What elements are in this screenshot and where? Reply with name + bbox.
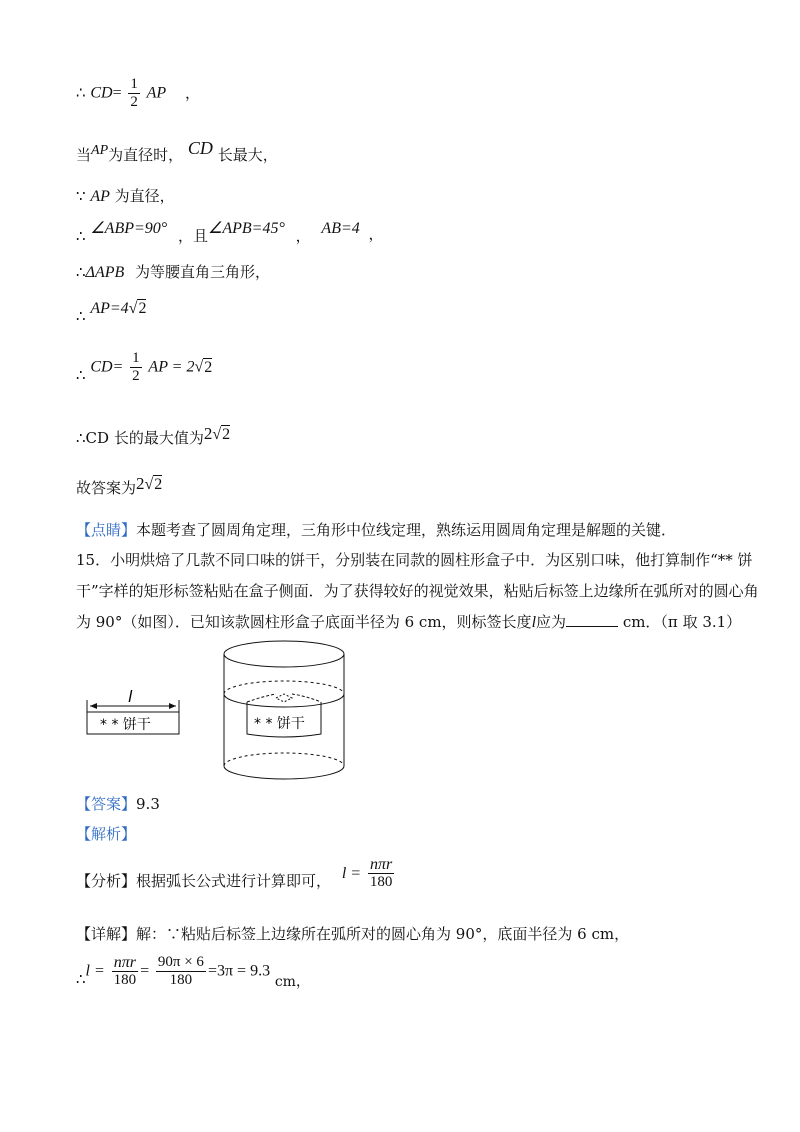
text: 为直径， (114, 187, 175, 205)
frac-num: 1 (132, 350, 140, 366)
jiexi-line (76, 824, 136, 844)
xiangjie-text: 解：∵粘贴后标签上边缘所在弧所对的圆心角为 90°，底面半径为 6 cm， (136, 925, 630, 943)
text: 为等腰直角三角形， (135, 263, 271, 281)
radicand: 2 (138, 300, 147, 317)
sqrt: √2 (212, 426, 231, 443)
label-diagram (87, 687, 179, 734)
fraction-half (130, 350, 142, 385)
math-l-eq: l = (341, 864, 362, 882)
line-ap-value (76, 298, 147, 325)
label-length-l: l (128, 687, 133, 706)
line-cd-half-ap (76, 76, 200, 111)
math-ap: AP (90, 188, 110, 205)
line-cd-value (76, 350, 212, 385)
xiangjie-line (76, 924, 629, 944)
math-cd: CD (187, 138, 213, 158)
text: ∴CD 长的最大值为 (76, 429, 204, 447)
math-ap: AP (91, 143, 109, 158)
fenxi-text: 根据弧长公式进行计算即可， (136, 871, 332, 890)
line-angles (76, 218, 384, 245)
text: 应为 (536, 613, 567, 631)
frac-den: 2 (132, 368, 140, 384)
xiangjie-tag: 【详解】 (76, 925, 137, 943)
answer-tag: 【答案】 (76, 795, 137, 813)
comma: ， (184, 83, 200, 102)
result: =3π = 9.3 (207, 962, 271, 980)
therefore-symbol: ∴ (76, 307, 86, 325)
frac-den: 2 (130, 94, 138, 110)
fenxi-line (76, 856, 396, 891)
math-angle-abp: ∠ABP=90° (90, 220, 168, 237)
sqrt: √2 (194, 358, 213, 376)
frac-num: nπr (368, 856, 395, 874)
frac-num: nπr (112, 954, 139, 972)
cylinder-diagram (224, 641, 344, 779)
text: ，且 (177, 227, 208, 245)
text: ， (295, 227, 311, 245)
math-l: l (531, 614, 537, 631)
problem15-figure (0, 636, 800, 796)
text: 长最大， (217, 146, 278, 164)
line-isosceles (76, 262, 270, 283)
text: 为 90°（如图）．已知该款圆柱形盒子底面半径为 6 cm，则标签长度 (76, 613, 532, 631)
line-final-answer (76, 474, 162, 495)
frac-num: 90π × 6 (157, 954, 204, 970)
math-ap-eq: AP = 2 (148, 358, 195, 376)
jiexi-tag: 【解析】 (76, 825, 137, 843)
radicand: 2 (204, 358, 213, 376)
cylinder-label-text: * * 饼干 (254, 716, 305, 732)
because-symbol: ∵ (76, 187, 86, 205)
sqrt: √2 (128, 300, 147, 317)
text: 故答案为 (76, 479, 137, 497)
dianjing-tag: 【点睛】 (76, 521, 137, 539)
math-angle-apb: ∠APB=45° (207, 220, 285, 237)
answer-line (76, 794, 160, 814)
unit: cm， (274, 973, 310, 990)
math-ap: AP (146, 84, 167, 102)
therefore-symbol: ∴ (76, 227, 86, 245)
math-ap-eq: AP=4 (90, 300, 129, 317)
line-cd-max (76, 424, 230, 445)
therefore-symbol: ∴ (76, 365, 86, 384)
sqrt: √2 (144, 476, 163, 493)
eq-sign: = (112, 84, 122, 102)
therefore-symbol: ∴ (76, 83, 86, 102)
frac-den: 180 (169, 972, 193, 988)
problem15-line-c (76, 612, 741, 633)
therefore-symbol: ∴ (76, 263, 86, 281)
fraction-half (128, 76, 140, 111)
radicand: 2 (154, 476, 163, 493)
line-when-ap-diameter (76, 138, 278, 165)
frac-num: 1 (130, 76, 138, 92)
frac-den: 180 (113, 972, 137, 988)
fenxi-tag: 【分析】 (76, 871, 137, 890)
eq-sign: = (140, 962, 150, 980)
answer-blank[interactable] (566, 612, 618, 627)
text: ， (368, 225, 384, 243)
math-triangle-apb: ΔAPB (85, 264, 125, 281)
problem15-line-b: 干”字样的矩形标签粘贴在盒子侧面．为了获得较好的视觉效果，粘贴后标签上边缘所在弧所对的圆心角 (76, 582, 759, 600)
text: 当 (76, 146, 92, 164)
dianjing-paragraph (76, 520, 676, 540)
math-l-eq: l = (85, 962, 105, 980)
text: 为直径时， (108, 146, 184, 164)
coef: 2 (136, 474, 145, 493)
final-computation (76, 954, 310, 989)
problem15-line-a: 15．小明烘焙了几款不同口味的饼干，分别装在同款的圆柱形盒子中．为区别口味，他打算制作“** 饼 (76, 551, 753, 569)
line-because-ap-diameter (76, 186, 175, 207)
answer-value: 9.3 (136, 795, 160, 813)
text: cm．（π 取 3.1） (622, 613, 742, 631)
math-ab: AB=4 (321, 220, 360, 237)
dianjing-text: 本题考查了圆周角定理，三角形中位线定理，熟练运用圆周角定理是解题的关键． (136, 521, 677, 539)
fraction-substituted (156, 954, 206, 989)
radicand: 2 (222, 426, 231, 443)
flat-label-text: * * 饼干 (100, 717, 151, 733)
frac-den: 180 (369, 874, 393, 890)
math-cd-eq: CD= (90, 358, 124, 376)
arc-length-fraction (368, 856, 395, 891)
fraction-formula (112, 954, 139, 989)
coef: 2 (203, 424, 213, 443)
math-cd: CD (90, 84, 113, 102)
therefore-symbol: ∴ (76, 969, 86, 988)
